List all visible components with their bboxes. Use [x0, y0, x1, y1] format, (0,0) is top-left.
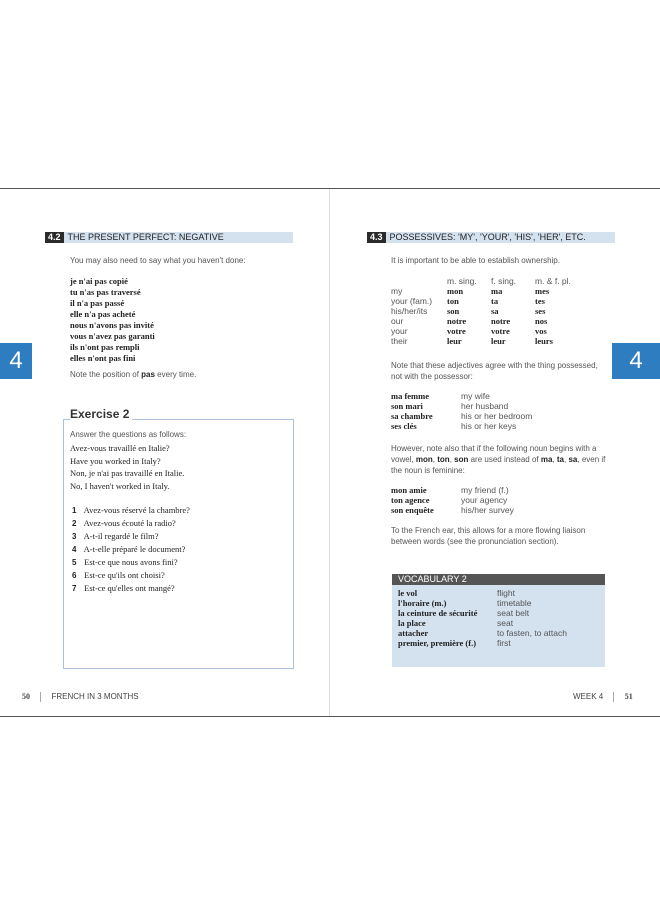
table-cell: nos: [535, 316, 548, 326]
question-text: A-t-elle préparé le document?: [83, 544, 186, 554]
table-row: [391, 296, 571, 306]
table-cell: leur: [491, 336, 506, 346]
pair-en: her husband: [461, 401, 509, 411]
note-text: ,: [564, 455, 569, 464]
table-row: [391, 316, 571, 326]
note-bold: ma: [540, 455, 553, 464]
pair-en: his/her survey: [461, 505, 514, 515]
note-bold: ton: [437, 455, 450, 464]
agree-note: Note that these adjectives agree with the thing possessed, not with the possessor:: [391, 361, 598, 381]
note-bold: sa: [568, 455, 578, 464]
vocab-en: to fasten, to attach: [497, 628, 567, 638]
question-item: [72, 543, 190, 556]
pair-row: [391, 495, 514, 505]
pair-row: [391, 401, 532, 411]
chapter-tab-right: 4: [612, 343, 660, 379]
table-header: m. sing.: [447, 276, 477, 286]
table-cell: leurs: [535, 336, 553, 346]
question-number: 7: [72, 584, 77, 593]
vocab-en: flight: [497, 588, 515, 598]
pair-en: his or her bedroom: [461, 411, 533, 421]
pair-fr: son mari: [391, 401, 423, 411]
question-text: Est-ce qu'ils ont choisi?: [84, 570, 165, 580]
vocabulary-list: [398, 588, 567, 648]
example-line: ils n'ont pas rempli: [70, 342, 140, 352]
vocab-en: first: [497, 638, 511, 648]
liaison-note: To the French ear, this allows for a more flowing liaison between words (see the pronunciation section).: [391, 526, 586, 546]
example-line: vous n'avez pas garanti: [70, 331, 155, 341]
page-number: 51: [624, 692, 633, 702]
example-line: nous n'avons pas invité: [70, 320, 154, 330]
vocab-row: [398, 618, 567, 628]
footer-divider: [40, 692, 41, 702]
question-text: A-t-il regardé le film?: [83, 531, 159, 541]
footer-right: [573, 692, 633, 702]
vocab-fr: la ceinture de sécurité: [398, 608, 478, 618]
note-bold: pas: [141, 370, 155, 379]
model-line: Non, je n'ai pas travaillé en Italie.: [70, 468, 185, 478]
table-cell: votre: [491, 326, 510, 336]
pair-fr: ma femme: [391, 391, 429, 401]
pair-fr: mon amie: [391, 485, 427, 495]
exercise-instruction: Answer the questions as follows:: [70, 430, 187, 439]
note-text: However, note also that if the following noun begins with a vowel,: [391, 444, 597, 464]
table-cell: son: [447, 306, 460, 316]
section-number: 4.2: [45, 232, 64, 243]
pair-fr: sa chambre: [391, 411, 433, 421]
vocab-row: [398, 628, 567, 638]
exercise-title: Exercise 2: [70, 407, 132, 421]
question-item: [72, 569, 190, 582]
book-title: FRENCH IN 3 MONTHS: [51, 692, 139, 702]
section-header-4-3: [367, 232, 615, 243]
vocab-fr: attacher: [398, 628, 429, 638]
vocab-en: seat belt: [497, 608, 530, 618]
vocab-fr: le vol: [398, 588, 418, 598]
note-text: ,: [449, 455, 455, 464]
pair-fr: son enquête: [391, 505, 434, 515]
intro-text: You may also need to say what you haven't done:: [70, 256, 246, 265]
pair-en: my wife: [461, 391, 490, 401]
intro-text: It is important to be able to establish ownership.: [391, 256, 560, 265]
table-cell-en: my: [391, 286, 403, 296]
pair-row: [391, 485, 514, 495]
question-number: 4: [72, 545, 77, 554]
section-title: THE PRESENT PERFECT: NEGATIVE: [67, 232, 224, 242]
vocab-row: [398, 608, 567, 618]
pair-en: my friend (f.): [461, 485, 509, 495]
pair-row: [391, 421, 532, 431]
question-item: [72, 517, 190, 530]
table-row: [391, 326, 571, 336]
question-item: [72, 582, 190, 595]
vowel-note: [391, 443, 607, 476]
note-bold: ta: [556, 455, 565, 464]
table-cell: mon: [447, 286, 464, 296]
pair-fr: ses clés: [391, 421, 417, 431]
table-cell: leur: [447, 336, 462, 346]
question-number: 1: [72, 506, 77, 515]
vocab-fr: la place: [398, 618, 426, 628]
table-cell: notre: [447, 316, 467, 326]
table-cell: mes: [535, 286, 550, 296]
question-number: 6: [72, 571, 77, 580]
model-line: Avez-vous travaillé en Italie?: [70, 443, 170, 453]
table-row: [391, 286, 571, 296]
model-line: Have you worked in Italy?: [70, 455, 161, 466]
vocabulary-title: VOCABULARY 2: [392, 574, 605, 585]
pair-en: his or her keys: [461, 421, 517, 431]
pair-fr: ton agence: [391, 495, 430, 505]
vocab-en: seat: [497, 618, 514, 628]
vowel-examples: [391, 485, 514, 515]
table-cell-en: our: [391, 316, 404, 326]
agreement-examples: [391, 391, 532, 431]
pair-en: your agency: [461, 495, 508, 505]
table-cell: sa: [491, 306, 499, 316]
question-item: [72, 556, 190, 569]
table-header: f. sing.: [491, 276, 517, 286]
section-number: 4.3: [367, 232, 386, 243]
chapter-tab-left: 4: [0, 343, 32, 379]
pas-note: [70, 369, 196, 380]
table-header: m. & f. pl.: [535, 276, 571, 286]
example-line: tu n'as pas traversé: [70, 287, 141, 297]
note-text: are used instead of: [468, 455, 541, 464]
note-text: , even if the noun is feminine:: [391, 455, 606, 475]
table-cell: notre: [491, 316, 511, 326]
pair-row: [391, 505, 514, 515]
vocab-fr: l'horaire (m.): [398, 598, 447, 608]
table-cell: ton: [447, 296, 459, 306]
table-cell: ta: [491, 296, 499, 306]
table-cell: vos: [535, 326, 547, 336]
table-cell: votre: [447, 326, 466, 336]
question-text: Est-ce qu'elles ont mangé?: [84, 583, 175, 593]
week-label: WEEK 4: [573, 692, 604, 702]
question-text: Avez-vous écouté la radio?: [83, 518, 176, 528]
vocab-row: [398, 598, 567, 608]
negative-examples: [70, 276, 155, 364]
note-text: Note the position of: [70, 370, 142, 379]
vocabulary-box: [392, 574, 605, 667]
model-line: No, I haven't worked in Italy.: [70, 480, 170, 491]
note-text: ,: [432, 455, 438, 464]
exercise-model: [70, 442, 184, 492]
book-spread: [0, 188, 660, 717]
example-line: je n'ai pas copié: [70, 276, 128, 286]
section-header-4-2: [45, 232, 293, 243]
vocab-row: [398, 588, 567, 598]
section-title: POSSESSIVES: 'MY', 'YOUR', 'HIS', 'HER', ETC.: [389, 232, 586, 242]
table-cell: tes: [535, 296, 545, 306]
possessives-table: [391, 276, 571, 346]
pair-row: [391, 391, 532, 401]
question-item: [72, 504, 190, 517]
question-number: 5: [72, 558, 77, 567]
table-cell-en: your (fam.): [391, 296, 433, 306]
example-line: elle n'a pas acheté: [70, 309, 136, 319]
vocab-fr: premier, première (f.): [398, 638, 477, 648]
example-line: elles n'ont pas fini: [70, 353, 136, 363]
question-item: [72, 530, 190, 543]
question-number: 2: [72, 519, 77, 528]
table-row: [391, 336, 571, 346]
vocab-en: timetable: [497, 598, 532, 608]
table-row: [391, 306, 571, 316]
pair-row: [391, 411, 532, 421]
question-text: Avez-vous réservé la chambre?: [83, 505, 190, 515]
question-number: 3: [72, 532, 77, 541]
table-cell: ma: [491, 286, 503, 296]
footer-divider: [613, 692, 614, 702]
question-text: Est-ce que nous avons fini?: [84, 557, 178, 567]
note-bold: mon: [415, 455, 433, 464]
note-text: every time.: [154, 370, 197, 379]
gutter: [329, 189, 330, 716]
page-number: 50: [22, 692, 30, 702]
note-text: ,: [552, 455, 557, 464]
table-cell: ses: [535, 306, 546, 316]
exercise-questions: [72, 504, 190, 595]
example-line: il n'a pas passé: [70, 298, 125, 308]
note-bold: son: [454, 455, 469, 464]
vocab-row: [398, 638, 567, 648]
table-cell-en: their: [391, 336, 408, 346]
footer-left: [22, 692, 139, 702]
table-cell-en: his/her/its: [391, 306, 428, 316]
table-cell-en: your: [391, 326, 408, 336]
